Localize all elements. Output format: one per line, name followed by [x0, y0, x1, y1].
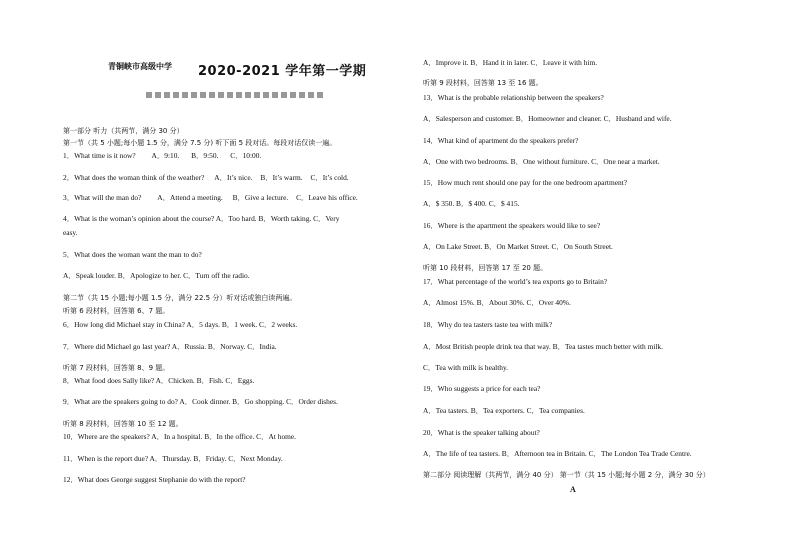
- question-18-options-ab: A．Most British people drink tea that way. B．Tea tastes much better with milk.: [423, 342, 663, 351]
- option-c: C．Leave his office.: [296, 193, 358, 202]
- question-5: 5．What does the woman want the man to do?: [63, 250, 202, 259]
- material-9-note: 听第 9 段材料，回答第 13 至 16 题。: [423, 79, 543, 87]
- passage-letter: A: [570, 485, 576, 494]
- school-name: 青铜峡市高级中学: [108, 62, 172, 71]
- question-10: 10．Where are the speakers? A．In a hospital. B．In the office. C．At home.: [63, 432, 297, 441]
- question-18: 18．Why do tea tasters taste tea with milk?: [423, 320, 553, 329]
- question-16-options: A．On Lake Street. B．On Market Street. C．On South Street.: [423, 242, 613, 251]
- question-9: 9．What are the speakers going to do? A．Cook dinner. B．Go shopping. C．Order dishes.: [63, 397, 338, 406]
- question-4-line2: easy.: [63, 228, 78, 237]
- question-17: 17．What percentage of the world’s tea exports go to Britain?: [423, 277, 608, 286]
- illegible-subtitle-mark: [146, 92, 324, 98]
- question-12-options: A．Improve it. B．Hand it in later. C．Leave it with him.: [423, 58, 598, 67]
- option-a: A．It’s nice.: [214, 173, 253, 182]
- question-1: [63, 151, 261, 161]
- question-14: 14．What kind of apartment do the speakers prefer?: [423, 136, 579, 145]
- question-text: 3．What will the man do?: [63, 193, 142, 202]
- option-b: B．Give a lecture.: [232, 193, 289, 202]
- question-13-options: A．Salesperson and customer. B．Homeowner and cleaner. C．Husband and wife.: [423, 114, 672, 123]
- question-7: 7．Where did Michael go last year? A．Russia. B．Norway. C．India.: [63, 342, 277, 351]
- question-17-options: A．Almost 15%. B．About 30%. C．Over 40%.: [423, 298, 571, 307]
- question-14-options: A．One with two bedrooms. B．One without furniture. C．One near a market.: [423, 157, 660, 166]
- option-a: A．9:10.: [151, 151, 180, 160]
- option-a: A．Attend a meeting.: [157, 193, 223, 202]
- question-20: 20．What is the speaker talking about?: [423, 428, 540, 437]
- question-16: 16．Where is the apartment the speakers would like to see?: [423, 221, 601, 230]
- question-3: [63, 193, 358, 203]
- question-8: 8．What food does Sally like? A．Chicken. B．Fish. C．Eggs.: [63, 376, 255, 385]
- question-18-option-c: C．Tea with milk is healthy.: [423, 363, 509, 372]
- question-5-options: A．Speak louder. B．Apologize to her. C．Turn off the radio.: [63, 271, 250, 280]
- question-6: 6．How long did Michael stay in China? A．5 days. B．1 week. C．2 weeks.: [63, 320, 298, 329]
- question-20-options: A．The life of tea tasters. B．Afternoon tea in Britain. C．The London Tea Trade Centre.: [423, 449, 692, 458]
- question-15-options: A．$ 350. B．$ 400. C．$ 415.: [423, 199, 520, 208]
- question-13: 13．What is the probable relationship between the speakers?: [423, 93, 604, 102]
- material-6-note: 听第 6 段材料，回答第 6、7 题。: [63, 307, 170, 315]
- question-text: 1．What time is it now?: [63, 151, 136, 160]
- exam-title: 2020-2021 学年第一学期: [198, 64, 367, 79]
- question-text: 2．What does the woman think of the weather?: [63, 173, 205, 182]
- material-10-note: 听第 10 段材料，回答第 17 至 20 题。: [423, 264, 548, 272]
- question-11: 11．When is the report due? A．Thursday. B．Friday. C．Next Monday.: [63, 454, 283, 463]
- part2-heading: 第二部分 阅读理解（共两节，满分 40 分） 第一节（共 15 小题;每小题 2 分，满分 30 分）: [423, 471, 710, 479]
- material-8-note: 听第 8 段材料，回答第 10 至 12 题。: [63, 420, 183, 428]
- section2-instructions: 第二节（共 15 小题;每小题 1.5 分，满分 22.5 分）听对话或独白读两遍。: [63, 294, 297, 302]
- option-b: B．9:50.: [191, 151, 219, 160]
- material-7-note: 听第 7 段材料，回答第 8、9 题。: [63, 364, 170, 372]
- section1-instructions: 第一节（共 5 小题;每小题 1.5 分，满分 7.5 分) 听下面 5 段对话。每段对话仅读一遍。: [63, 139, 337, 147]
- question-12: 12．What does George suggest Stephanie do with the report?: [63, 475, 246, 484]
- option-c: C．10:00.: [230, 151, 262, 160]
- question-15: 15．How much rent should one pay for the one bedroom apartment?: [423, 178, 628, 187]
- question-19-options: A．Tea tasters. B．Tea exporters. C．Tea companies.: [423, 406, 585, 415]
- question-4: [63, 214, 383, 238]
- option-b: B．It’s warm.: [260, 173, 303, 182]
- question-2: [63, 173, 349, 183]
- question-19: 19．Who suggests a price for each tea?: [423, 384, 541, 393]
- option-c: C．It’s cold.: [310, 173, 349, 182]
- part1-heading: 第一部分 听力（共两节，满分 30 分）: [63, 127, 184, 135]
- question-4-line1: 4．What is the woman’s opinion about the course? A．Too hard. B．Worth taking. C．Very: [63, 214, 340, 223]
